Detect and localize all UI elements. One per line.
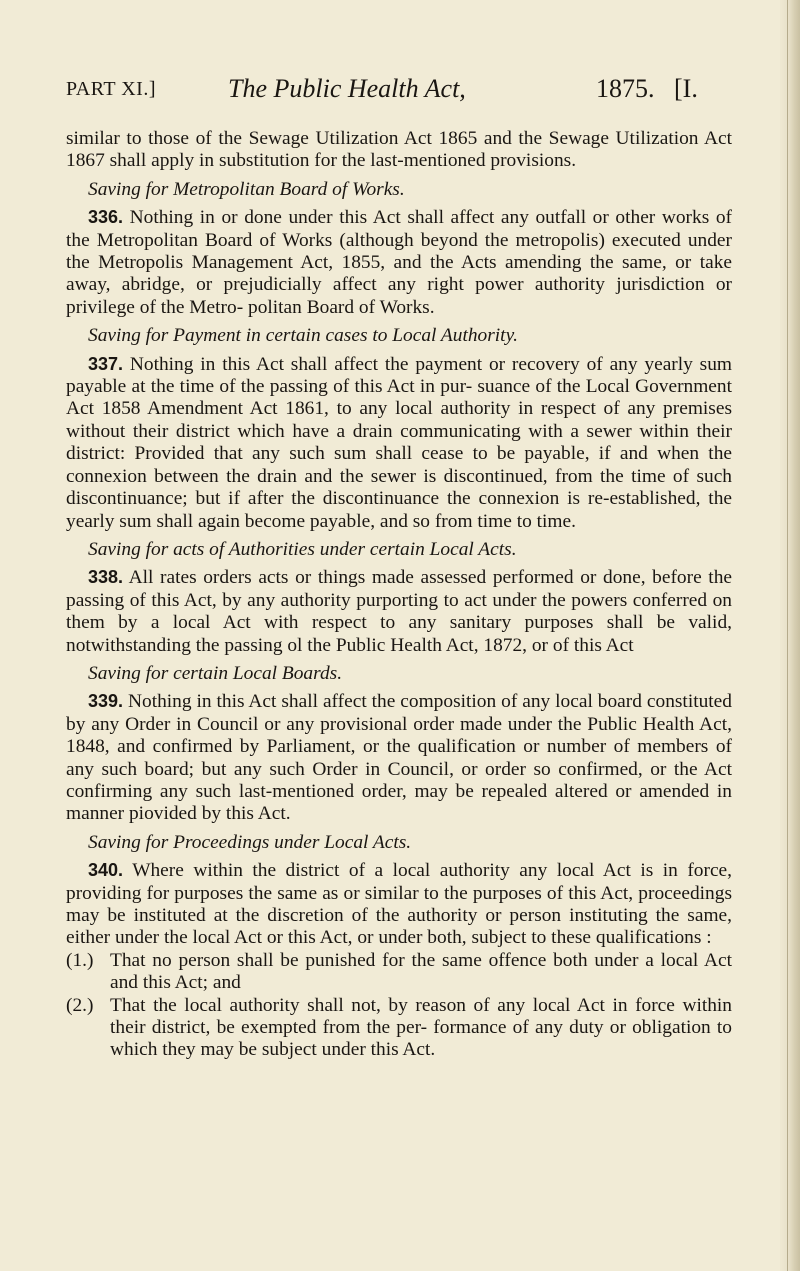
item-label: (1.) (66, 949, 94, 971)
page-edge-line (787, 0, 788, 1271)
section-heading: Saving for Metropolitan Board of Works. (88, 178, 405, 200)
section-paragraph (66, 859, 732, 950)
section-heading: Saving for Proceedings under Local Acts. (88, 831, 412, 853)
qualification-item (66, 950, 732, 995)
body-text (66, 128, 732, 1062)
section-text: Nothing in this Act shall affect the payment or recovery of any yearly sum payable at the time of the passing of this Act in pur- suance of the Local Government Act 1858 Amendment Act 1861, to any local authority in respect of any premises without their district which have a drain communicating with a sewer within their district: Provided that any such sum shall cease to be payable, if and when the connexion between the drain and the sewer is discontinued, from the time of such discontinuance; but if after the discontinuance the connexion is re-established, the yearly sum shall again become payable, and so from time to time. (66, 353, 732, 532)
section-paragraph (66, 690, 732, 825)
page-edge (780, 0, 800, 1271)
section-number: 339. (88, 691, 124, 712)
item-label: (2.) (66, 994, 94, 1016)
header-year: 1875. (596, 74, 655, 103)
running-header (66, 74, 730, 108)
section-number: 340. (88, 860, 124, 881)
section-text: Where within the district of a local authority any local Act is in force, providing for purposes the same as or similar to the purposes of this Act, proceedings may be instituted at the discretion of the authority or person instituting the same, either under the local Act or this Act, or under both, subject to these qualifications : (66, 860, 733, 949)
section-number: 338. (88, 567, 124, 588)
section-heading: Saving for acts of Authorities under certain Local Acts. (88, 538, 517, 560)
section-heading: Saving for Payment in certain cases to Local Authority. (88, 325, 518, 347)
header-title: The Public Health Act, (228, 74, 466, 103)
intro-paragraph: similar to those of the Sewage Utilization Act 1865 and the Sewage Utilization Act 1867 shall apply in substitution for the last-mentioned provisions. (66, 128, 732, 172)
item-text: That the local authority shall not, by reason of any local Act in force within their district, be exempted from the per- formance of any duty or obligation to which they may be subject under this Act. (110, 994, 732, 1061)
section-text: Nothing in this Act shall affect the composition of any local board constituted by any Order in Council or any provisional order made under the Public Health Act, 1848, and confirmed by Parliament, or the qualification or number of members of any such board; but any such Order in Council, or order so confirmed, or the Act confirming any such last-mentioned order, may be repealed altered or amended in manner piovided by this Act. (66, 691, 732, 825)
section-text: Nothing in or done under this Act shall affect any outfall or other works of the Metropolitan Board of Works (although beyond the metropolis) executed under the Metropolis Management Act, 1855, and the Acts amending the same, or take away, abridge, or prejudicially affect any right power authority jurisdiction or privilege of the Metro- politan Board of Works. (66, 207, 732, 318)
header-part: PART XI.] (66, 78, 156, 100)
section-paragraph (66, 566, 732, 657)
qualification-item (66, 995, 732, 1062)
section-number: 337. (88, 353, 124, 374)
section-number: 336. (88, 207, 124, 228)
item-text: That no person shall be punished for the same offence both under a local Act and this Act; and (110, 949, 732, 994)
section-text: All rates orders acts or things made assessed performed or done, before the passing of this Act, by any authority purporting to act under the powers conferred on them by a local Act with respect to any sanitary purposes shall be valid, notwithstanding the passing ol the Public Health Act, 1872, or of this Act (66, 567, 733, 656)
section-heading: Saving for certain Local Boards. (88, 662, 343, 684)
section-paragraph (66, 206, 732, 319)
header-bracket: [I. (674, 74, 698, 103)
section-paragraph (66, 353, 732, 533)
header-tail (596, 74, 698, 104)
